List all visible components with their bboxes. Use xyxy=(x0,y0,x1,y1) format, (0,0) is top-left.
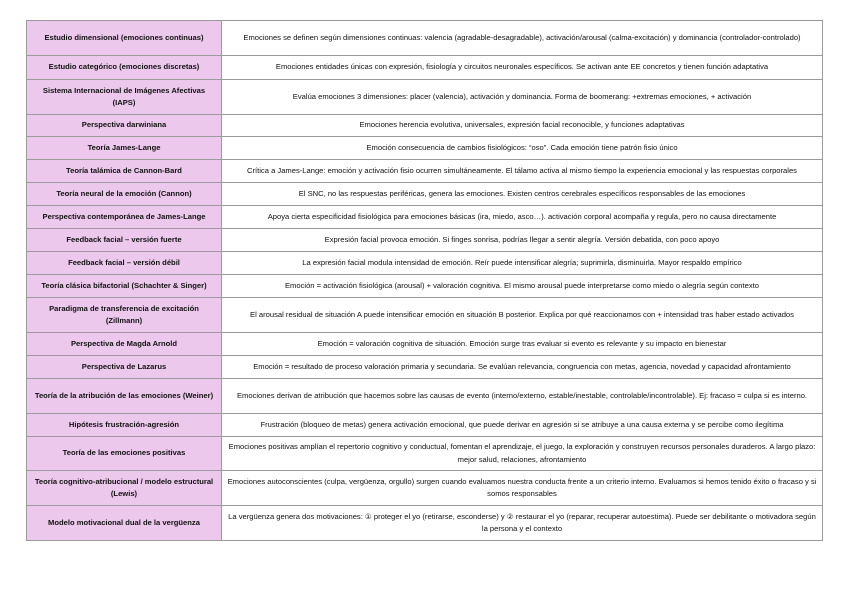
table-row xyxy=(27,229,823,252)
theory-name-cell: Perspectiva de Magda Arnold xyxy=(27,333,222,356)
document-page xyxy=(26,20,823,541)
theory-name-cell: Teoría neural de la emoción (Cannon) xyxy=(27,183,222,206)
table-row xyxy=(27,115,823,137)
table-row xyxy=(27,275,823,298)
table-row xyxy=(27,333,823,356)
theory-name-cell: Estudio categórico (emociones discretas) xyxy=(27,56,222,80)
theory-description-cell: Emociones se definen según dimensiones continuas: valencia (agradable-desagradable), activación/arousal (calma-excitación) y dominancia (controlador-controlado) xyxy=(222,21,823,56)
table-row xyxy=(27,160,823,183)
theory-description-cell: Emoción = activación fisiológica (arousal) + valoración cognitiva. El mismo arousal puede interpretarse como miedo o alegría según contexto xyxy=(222,275,823,298)
table-row xyxy=(27,206,823,229)
theory-description-cell: Emoción consecuencia de cambios fisiológicos: “oso”. Cada emoción tiene patrón fisio único xyxy=(222,137,823,160)
theory-description-cell: Emoción = valoración cognitiva de situación. Emoción surge tras evaluar si evento es relevante y su impacto en bienestar xyxy=(222,333,823,356)
theory-name-cell: Modelo motivacional dual de la vergüenza xyxy=(27,506,222,541)
theory-name-cell: Paradigma de transferencia de excitación (Zillmann) xyxy=(27,298,222,333)
theory-description-cell: Emociones derivan de atribución que hacemos sobre las causas de evento (interno/externo, estable/inestable, controlable/incontrolable). Ej: fracaso = culpa si es interno. xyxy=(222,379,823,414)
table-row xyxy=(27,471,823,506)
theory-description-cell: El arousal residual de situación A puede intensificar emoción en situación B posterior. Explica por qué reaccionamos con + intensidad tras haber estado activados xyxy=(222,298,823,333)
theory-description-cell: Emociones autoconscientes (culpa, vergüenza, orgullo) surgen cuando evaluamos nuestra conducta frente a un criterio interno. Evaluamos si hemos tenido éxito o fracaso y si somos responsables xyxy=(222,471,823,506)
theory-name-cell: Teoría clásica bifactorial (Schachter & Singer) xyxy=(27,275,222,298)
theory-description-cell: Frustración (bloqueo de metas) genera activación emocional, que puede derivar en agresión si se atribuye a una causa externa y se percibe como ilegítima xyxy=(222,414,823,437)
table-row xyxy=(27,506,823,541)
theory-description-cell: Emociones entidades únicas con expresión, fisiología y circuitos neuronales específicos. Se activan ante EE concretos y tienen función adaptativa xyxy=(222,56,823,80)
table-row xyxy=(27,437,823,471)
table-row xyxy=(27,21,823,56)
table-row xyxy=(27,56,823,80)
theory-name-cell: Perspectiva de Lazarus xyxy=(27,356,222,379)
theory-name-cell: Teoría de las emociones positivas xyxy=(27,437,222,471)
theory-name-cell: Teoría cognitivo-atribucional / modelo estructural (Lewis) xyxy=(27,471,222,506)
table-row xyxy=(27,252,823,275)
theory-description-cell: Emociones herencia evolutiva, universales, expresión facial reconocible, y funciones adaptativas xyxy=(222,115,823,137)
table-row xyxy=(27,379,823,414)
theory-name-cell: Estudio dimensional (emociones continuas) xyxy=(27,21,222,56)
theory-description-cell: Expresión facial provoca emoción. Si finges sonrisa, podrías llegar a sentir alegría. Versión debatida, con poco apoyo xyxy=(222,229,823,252)
theory-name-cell: Feedback facial – versión fuerte xyxy=(27,229,222,252)
theory-name-cell: Perspectiva contemporánea de James-Lange xyxy=(27,206,222,229)
theory-description-cell: La vergüenza genera dos motivaciones: ① proteger el yo (retirarse, esconderse) y ② restaurar el yo (reparar, recuperar autoestima). Puede ser debilitante o motivadora según la persona y el contexto xyxy=(222,506,823,541)
theory-description-cell: La expresión facial modula intensidad de emoción. Reír puede intensificar alegría; suprimirla, disminuirla. Mayor respaldo empírico xyxy=(222,252,823,275)
theory-name-cell: Sistema Internacional de Imágenes Afectivas (IAPS) xyxy=(27,80,222,115)
theory-description-cell: Evalúa emociones 3 dimensiones: placer (valencia), activación y dominancia. Forma de boomerang: +extremas emociones, + activación xyxy=(222,80,823,115)
theory-description-cell: El SNC, no las respuestas periféricas, genera las emociones. Existen centros cerebrales específicos responsables de las emociones xyxy=(222,183,823,206)
emotion-theories-table xyxy=(26,20,823,541)
theory-description-cell: Apoya cierta especificidad fisiológica para emociones básicas (ira, miedo, asco…). activación corporal acompaña y regula, pero no causa directamente xyxy=(222,206,823,229)
theory-description-cell: Emoción = resultado de proceso valoración primaria y secundaria. Se evalúan relevancia, congruencia con metas, agencia, novedad y capacidad afrontamiento xyxy=(222,356,823,379)
theory-name-cell: Perspectiva darwiniana xyxy=(27,115,222,137)
theory-description-cell: Crítica a James-Lange: emoción y activación fisio ocurren simultáneamente. El tálamo activa al mismo tiempo la experiencia emocional y las respuestas corporales xyxy=(222,160,823,183)
table-row xyxy=(27,137,823,160)
table-row xyxy=(27,298,823,333)
table-row xyxy=(27,414,823,437)
table-row xyxy=(27,183,823,206)
table-row xyxy=(27,356,823,379)
theory-name-cell: Feedback facial – versión débil xyxy=(27,252,222,275)
table-row xyxy=(27,80,823,115)
theory-description-cell: Emociones positivas amplían el repertorio cognitivo y conductual, fomentan el aprendizaje, el juego, la exploración y construyen recursos personales duraderos. A largo plazo: mejor salud, relaciones, afrontamiento xyxy=(222,437,823,471)
theory-name-cell: Hipótesis frustración-agresión xyxy=(27,414,222,437)
theory-name-cell: Teoría de la atribución de las emociones (Weiner) xyxy=(27,379,222,414)
theory-name-cell: Teoría talámica de Cannon-Bard xyxy=(27,160,222,183)
theory-name-cell: Teoría James-Lange xyxy=(27,137,222,160)
